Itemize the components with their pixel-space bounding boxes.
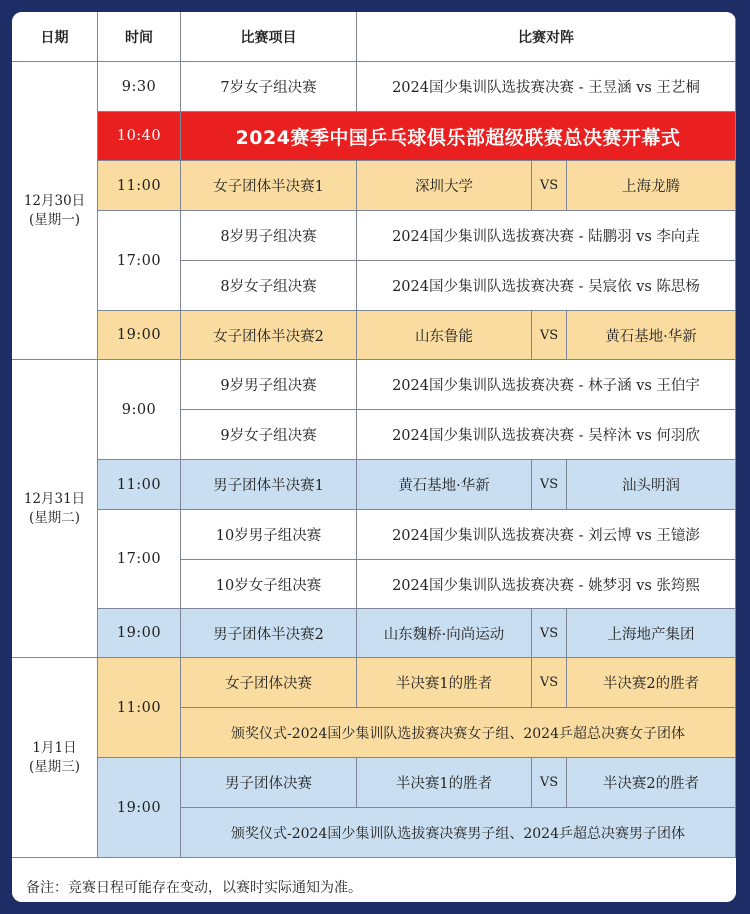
award-ceremony-cell: 颁奖仪式-2024国少集训队选拔赛决赛男子组、2024乒超总决赛男子团体 — [181, 808, 736, 858]
event-cell: 男子团体决赛 — [181, 758, 357, 808]
event-cell: 9岁男子组决赛 — [181, 360, 357, 410]
event-cell: 男子团体半决赛2 — [181, 609, 357, 658]
date-cell-dec31 — [12, 360, 98, 658]
team-a-cell: 黄石基地·华新 — [357, 460, 532, 510]
footnote: 备注：竞赛日程可能存在变动，以赛时实际通知为准。 — [12, 872, 736, 902]
event-cell: 8岁女子组决赛 — [181, 261, 357, 311]
time-cell: 11:00 — [98, 658, 181, 758]
event-cell: 男子团体半决赛1 — [181, 460, 357, 510]
header-date: 日期 — [12, 12, 98, 62]
match-cell: 2024国少集训队选拔赛决赛 - 吴宸依 vs 陈思杨 — [357, 261, 736, 311]
schedule-sheet — [12, 12, 736, 902]
time-cell: 19:00 — [98, 311, 181, 360]
team-b-cell: 半决赛2的胜者 — [567, 758, 736, 808]
team-b-cell: 汕头明润 — [567, 460, 736, 510]
header-matchup: 比赛对阵 — [357, 12, 736, 62]
team-a-cell: 山东魏桥·向尚运动 — [357, 609, 532, 658]
date-cell-jan1 — [12, 658, 98, 858]
team-b-cell: 半决赛2的胜者 — [567, 658, 736, 708]
event-cell: 8岁男子组决赛 — [181, 211, 357, 261]
vs-cell: VS — [532, 161, 567, 211]
match-cell: 2024国少集训队选拔赛决赛 - 吴梓沐 vs 何羽欣 — [357, 410, 736, 460]
team-a-cell: 深圳大学 — [357, 161, 532, 211]
event-cell: 女子团体决赛 — [181, 658, 357, 708]
weekday-label: (星期三) — [28, 758, 81, 775]
event-cell: 女子团体半决赛2 — [181, 311, 357, 360]
time-cell: 17:00 — [98, 510, 181, 609]
team-b-cell: 上海地产集团 — [567, 609, 736, 658]
event-cell: 7岁女子组决赛 — [181, 62, 357, 112]
time-cell: 11:00 — [98, 161, 181, 211]
vs-cell: VS — [532, 311, 567, 360]
team-a-cell: 半决赛1的胜者 — [357, 758, 532, 808]
date-label: 12月30日 — [23, 192, 86, 209]
team-b-cell: 上海龙腾 — [567, 161, 736, 211]
weekday-label: (星期二) — [28, 509, 81, 526]
header-time: 时间 — [98, 12, 181, 62]
time-cell: 19:00 — [98, 609, 181, 658]
time-cell: 10:40 — [98, 112, 181, 161]
event-cell: 10岁男子组决赛 — [181, 510, 357, 560]
team-a-cell: 半决赛1的胜者 — [357, 658, 532, 708]
header-event: 比赛项目 — [181, 12, 357, 62]
vs-cell: VS — [532, 460, 567, 510]
weekday-label: (星期一) — [28, 211, 81, 228]
date-cell-dec30 — [12, 62, 98, 360]
match-cell: 2024国少集训队选拔赛决赛 - 刘云博 vs 王镱澎 — [357, 510, 736, 560]
time-cell: 9:00 — [98, 360, 181, 460]
time-cell: 9:30 — [98, 62, 181, 112]
event-cell: 9岁女子组决赛 — [181, 410, 357, 460]
time-cell: 17:00 — [98, 211, 181, 311]
opening-ceremony-banner: 2024赛季中国乒乓球俱乐部超级联赛总决赛开幕式 — [181, 112, 736, 161]
date-label: 1月1日 — [32, 739, 77, 756]
match-cell: 2024国少集训队选拔赛决赛 - 王昱涵 vs 王艺桐 — [357, 62, 736, 112]
date-label: 12月31日 — [23, 490, 86, 507]
event-cell: 10岁女子组决赛 — [181, 560, 357, 609]
match-cell: 2024国少集训队选拔赛决赛 - 林子涵 vs 王伯宇 — [357, 360, 736, 410]
award-ceremony-cell: 颁奖仪式-2024国少集训队选拔赛决赛女子组、2024乒超总决赛女子团体 — [181, 708, 736, 758]
vs-cell: VS — [532, 609, 567, 658]
vs-cell: VS — [532, 758, 567, 808]
match-cell: 2024国少集训队选拔赛决赛 - 陆鹏羽 vs 李向垚 — [357, 211, 736, 261]
vs-cell: VS — [532, 658, 567, 708]
time-cell: 11:00 — [98, 460, 181, 510]
team-a-cell: 山东鲁能 — [357, 311, 532, 360]
event-cell: 女子团体半决赛1 — [181, 161, 357, 211]
team-b-cell: 黄石基地·华新 — [567, 311, 736, 360]
time-cell: 19:00 — [98, 758, 181, 858]
match-cell: 2024国少集训队选拔赛决赛 - 姚梦羽 vs 张筠熙 — [357, 560, 736, 609]
